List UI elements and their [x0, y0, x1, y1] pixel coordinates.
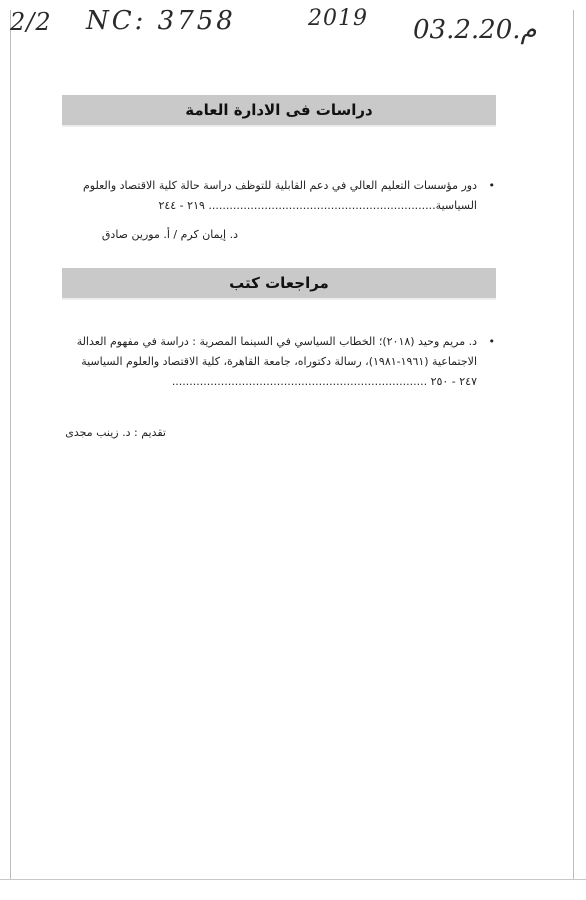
entry-pages-line: ٢٤٧ - ٢٥٠ ......................................................................... [171, 375, 477, 388]
bullet-icon: • [488, 335, 495, 348]
handwritten-date: 03.2.20.م [413, 15, 537, 45]
entry-title-line: الاجتماعية (١٩٦١-١٩٨١)، رسالة دكتوراه، جامعة القاهرة، كلية الاقتصاد والعلوم السياسية [81, 355, 477, 368]
entry-pages-line: السياسية................................................................. ٢١٩ - ٢٤٤ [158, 199, 477, 212]
entry-title-line: دور مؤسسات التعليم العالي في دعم القابلية للتوظف دراسة حالة كلية الاقتصاد والعلوم [82, 179, 477, 192]
handwritten-fraction: 2/2 [10, 8, 52, 36]
handwritten-code: NC: 3758 [86, 6, 236, 36]
bottom-rule [0, 879, 586, 880]
entry-author: د. إيمان كرم / أ. مورين صادق [101, 228, 238, 241]
handwritten-mark: 2019 [308, 6, 368, 31]
section-header-book-reviews [62, 268, 496, 300]
list-item [57, 176, 495, 216]
section-title: دراسات فى الادارة العامة [185, 101, 373, 119]
entry-reviewer: تقديم : د. زينب مجدى [65, 426, 166, 439]
bullet-icon: • [488, 179, 495, 192]
section-header-public-administration [62, 95, 496, 127]
page-frame [10, 10, 574, 880]
section-title: مراجعات كتب [229, 274, 329, 292]
entry-title-line: د. مريم وحيد (٢٠١٨)؛ الخطاب السياسي في السينما المصرية : دراسة في مفهوم العدالة [76, 335, 477, 348]
list-item [57, 332, 495, 392]
